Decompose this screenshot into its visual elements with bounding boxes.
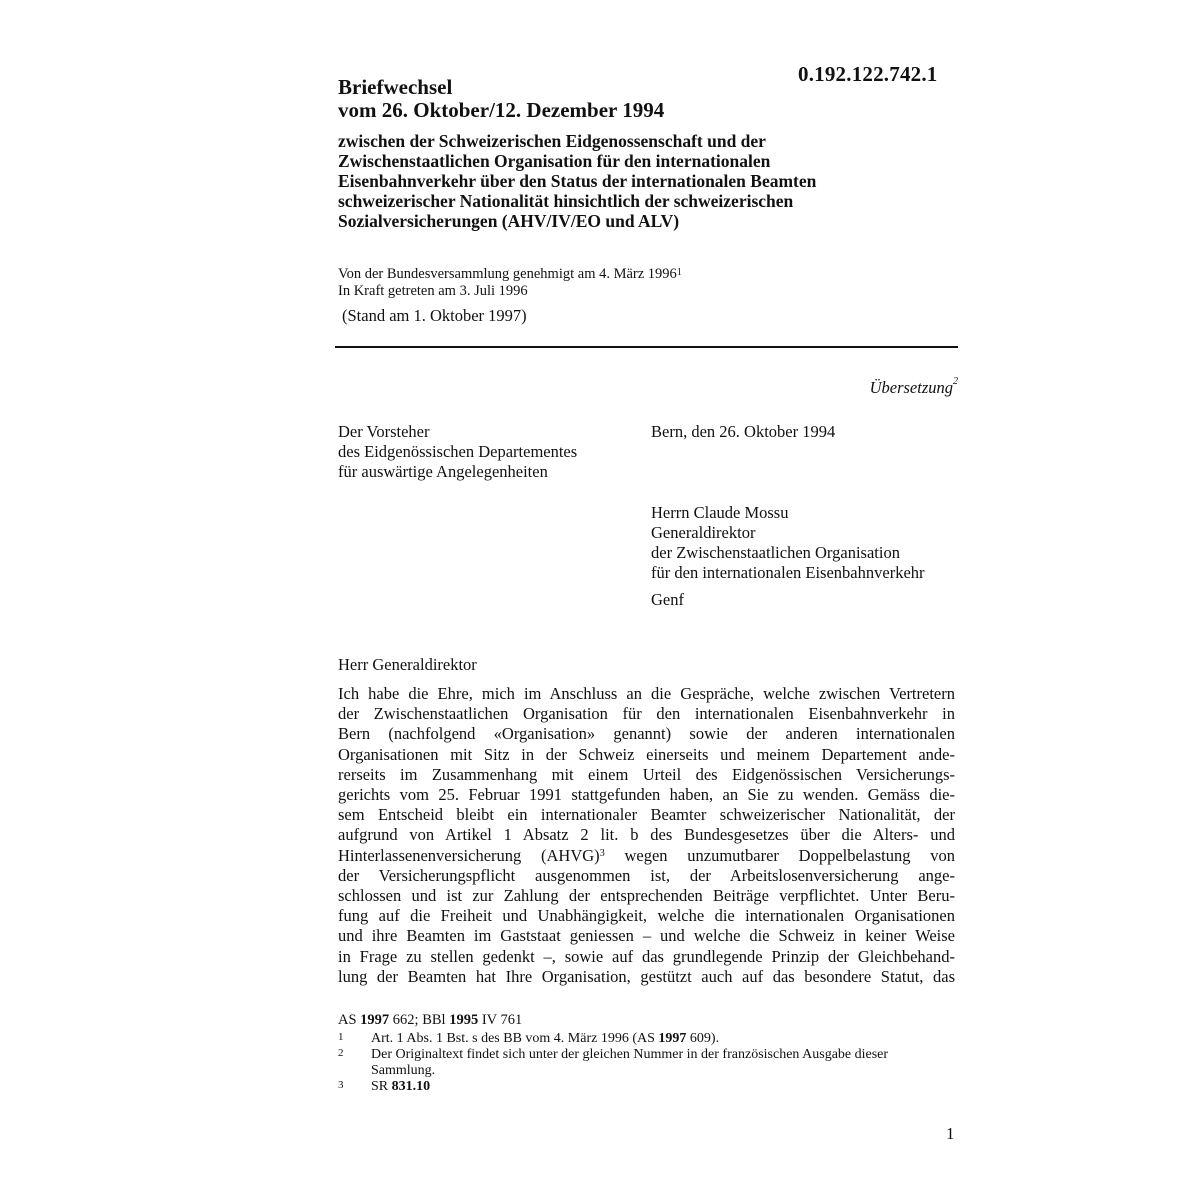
body-line: Ich habe die Ehre, mich im Anschluss an die Gespräche, welche zwischen Vertretern <box>338 684 955 703</box>
footnote-text-bold: 1997 <box>658 1031 687 1046</box>
title-line: Briefwechsel <box>338 75 453 99</box>
document-title <box>338 76 958 122</box>
body-line: sem Entscheid bleibt ein internationaler Beamter schweizerischer Nationalität, der <box>338 805 955 825</box>
subtitle-line: Zwischenstaatlichen Organisation für den internationalen <box>338 151 771 171</box>
recipient-line: der Zwischenstaatlichen Organisation <box>651 543 900 562</box>
bbl-rest: IV 761 <box>478 1012 523 1028</box>
title-line: vom 26. Oktober/12. Dezember 1994 <box>338 98 665 122</box>
footnote-text-part: SR <box>371 1079 392 1094</box>
body-line-start: Hinterlassenenversicherung (AHVG) <box>338 845 600 865</box>
body-line: der Zwischenstaatlichen Organisation für den internationalen Eisenbahnverkehr in <box>338 704 955 724</box>
footnote-text-part: Art. 1 Abs. 1 Bst. s des BB vom 4. März 1996 (AS <box>371 1031 659 1046</box>
footnote-ref[interactable]: 2 <box>953 376 958 387</box>
document-subtitle <box>338 131 958 231</box>
footnotes <box>338 1031 938 1095</box>
body-line: schlossen und ist zur Zahlung der entsprechenden Beiträge verpflichtet. Unter Beru- <box>338 886 955 906</box>
recipient-line: Herrn Claude Mossu <box>651 503 789 522</box>
body-line: Organisationen mit Sitz in der Schweiz einerseits und meinem Departement ande- <box>338 744 955 764</box>
recipient-city: Genf <box>651 590 684 609</box>
bbl-year: 1995 <box>449 1012 479 1028</box>
recipient-line: Generaldirektor <box>651 523 756 542</box>
footnote-number: 1 <box>338 1031 344 1043</box>
footnote-text <box>371 1031 938 1047</box>
sender-block <box>338 422 577 482</box>
status-line: (Stand am 1. Oktober 1997) <box>342 306 527 325</box>
subtitle-line: zwischen der Schweizerischen Eidgenossenschaft und der <box>338 131 766 151</box>
header-divider <box>335 346 958 348</box>
body-line: rerseits im Zusammenhang mit einem Urteil des Eidgenössischen Versicherungs- <box>338 764 955 784</box>
footnote-text: Der Originaltext findet sich unter der gleichen Nummer in der französischen Ausgabe dieser Sammlung. <box>371 1047 889 1078</box>
sender-line: für auswärtige Angelegenheiten <box>338 462 548 481</box>
subtitle-line: Sozialversicherungen (AHV/IV/EO und ALV) <box>338 211 680 231</box>
footnote-number: 3 <box>338 1079 344 1091</box>
approval-text: Von der Bundesversammlung genehmigt am 4. März 1996 <box>338 266 677 282</box>
in-force-line: In Kraft getreten am 3. Juli 1996 <box>338 283 528 299</box>
as-year: 1997 <box>360 1012 390 1028</box>
sender-line: Der Vorsteher <box>338 422 430 441</box>
subtitle-line: schweizerischer Nationalität hinsichtlich der schweizerischen <box>338 191 794 211</box>
page-number: 1 <box>946 1124 955 1143</box>
footnote-text-bold: 831.10 <box>391 1079 431 1094</box>
footnote-number: 2 <box>338 1047 344 1059</box>
recipient-line: für den internationalen Eisenbahnverkehr <box>651 563 925 582</box>
translation-label: Übersetzung <box>869 378 953 397</box>
body-line: und ihre Beamten im Gaststaat geniessen – und welche die Schweiz in keiner Weise <box>338 926 955 946</box>
footnote <box>338 1031 938 1047</box>
sender-line: des Eidgenössischen Departementes <box>338 442 578 461</box>
body-line: Bern (nachfolgend «Organisation» genannt) sowie der anderen internationalen <box>338 724 955 744</box>
footnote-text <box>371 1079 938 1095</box>
body-line: gerichts vom 25. Februar 1991 stattgefunden haben, an Sie zu wenden. Gemäss die- <box>338 785 955 805</box>
as-mid: 662; BBl <box>389 1012 450 1028</box>
footnote-text-part: 609). <box>686 1031 720 1046</box>
body-line-with-footnote <box>338 846 955 866</box>
body-line: lung der Beamten hat Ihre Organisation, gestützt auch auf das besondere Statut, das <box>338 966 955 986</box>
body-line: der Versicherungspflicht ausgenommen ist, der Arbeitslosenversicherung ange- <box>338 865 955 885</box>
subtitle-line: Eisenbahnverkehr über den Status der internationalen Beamten <box>338 171 817 191</box>
body-line-end: wegen unzumutbarer Doppelbelastung von <box>604 845 955 865</box>
footnote <box>338 1079 938 1095</box>
body-line: aufgrund von Artikel 1 Absatz 2 lit. b des Bundesgesetzes über die Alters- und <box>338 825 955 845</box>
salutation: Herr Generaldirektor <box>338 655 477 674</box>
approval-line <box>338 266 682 283</box>
translation-note <box>870 378 958 398</box>
footnote <box>338 1047 938 1079</box>
sr-number: 0.192.122.742.1 <box>798 62 938 86</box>
letter-date: Bern, den 26. Oktober 1994 <box>651 422 836 441</box>
enactment-info <box>338 266 682 324</box>
publication-reference <box>338 1012 522 1029</box>
letter-body <box>338 684 955 987</box>
footnote-ref[interactable]: 3 <box>599 847 605 859</box>
footnote-ref[interactable]: 1 <box>676 267 682 278</box>
recipient-block <box>651 503 925 610</box>
body-line: in Frage zu stellen gedenkt –, sowie auf das grundlegende Prinzip der Gleichbehand- <box>338 946 955 966</box>
as-prefix: AS <box>338 1012 361 1028</box>
body-line: fung auf die Freiheit und Unabhängigkeit, welche die internationalen Organisationen <box>338 906 955 926</box>
